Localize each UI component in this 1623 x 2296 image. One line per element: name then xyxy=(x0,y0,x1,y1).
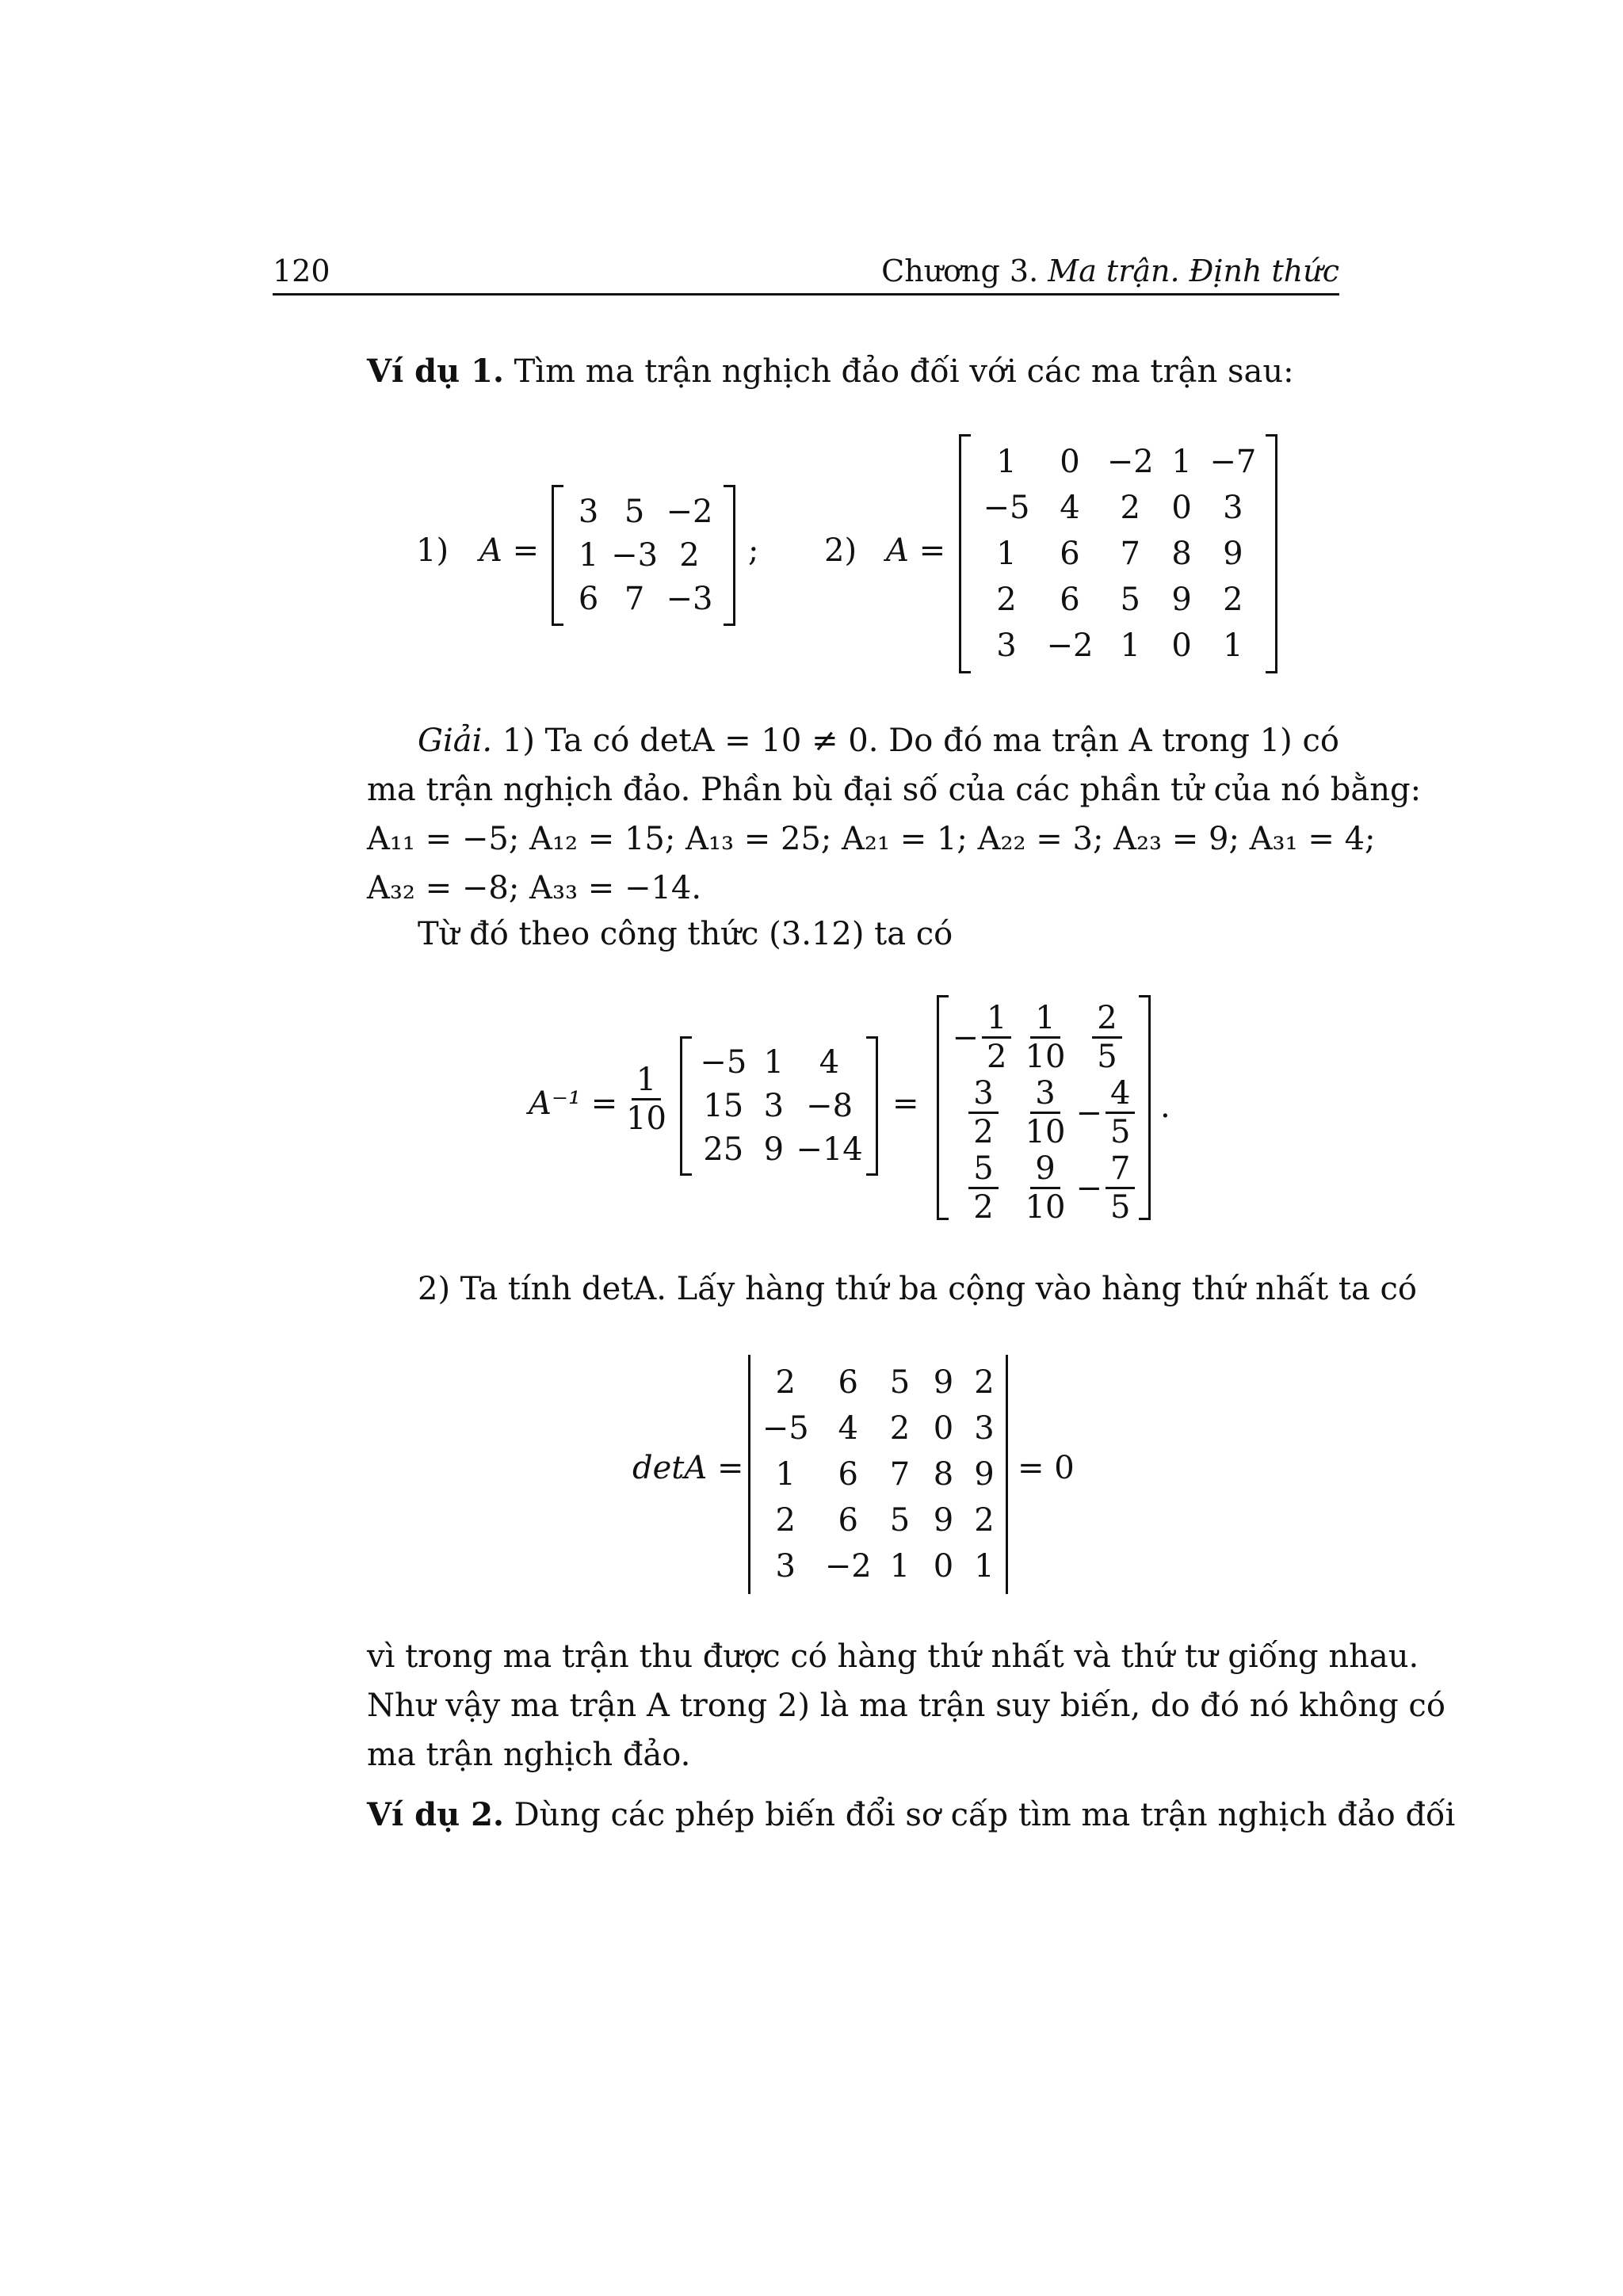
matrix-cell: 3 xyxy=(996,627,1017,664)
fraction xyxy=(1025,1150,1066,1226)
solution-line-1 xyxy=(418,718,1339,764)
inverse-lhs: A⁻¹ = xyxy=(529,1085,618,1122)
fraction-numerator: 9 xyxy=(1030,1150,1060,1189)
solution-line-5: Từ đó theo công thức (3.12) ta có xyxy=(418,916,953,952)
fraction-denominator: 10 xyxy=(1025,1189,1066,1226)
matrix-cell: −2 xyxy=(1106,444,1154,480)
matrix-cell: 3 xyxy=(974,1410,995,1447)
matrix-cell: 6 xyxy=(578,581,599,618)
running-header xyxy=(273,252,1339,296)
matrix-cell: 1 xyxy=(1223,627,1243,664)
matrix-cell: 9 xyxy=(1171,582,1192,618)
matrix-cell: 1 xyxy=(1171,444,1192,480)
matrix-cell: 6 xyxy=(838,1364,858,1401)
fraction xyxy=(1092,1000,1121,1075)
solution-line-4: A₃₂ = −8; A₃₃ = −14. xyxy=(367,870,702,906)
matrix-cell: 1 xyxy=(889,1548,911,1585)
matrix-cell: 1 xyxy=(1120,627,1140,664)
fraction-denominator: 2 xyxy=(987,1039,1007,1075)
matrix1 xyxy=(552,485,735,626)
example1-label: Ví dụ 1. xyxy=(367,353,504,390)
matrix-cell: −5 xyxy=(700,1044,747,1081)
inverse-equals: = xyxy=(892,1085,919,1122)
matrix-cell: 8 xyxy=(933,1456,954,1493)
solution-line-2: ma trận nghịch đảo. Phần bù đại số của các phần tử của nó bằng: xyxy=(367,772,1422,808)
fraction-denominator: 5 xyxy=(1110,1114,1131,1150)
fraction-cell xyxy=(1075,1075,1136,1150)
matrix-cell: 0 xyxy=(933,1548,954,1585)
fraction-cell xyxy=(951,1075,1013,1150)
fraction-denominator: 5 xyxy=(1110,1189,1131,1226)
matrix-cell: −5 xyxy=(762,1410,809,1447)
separator: ; xyxy=(748,532,759,569)
fraction xyxy=(968,1150,998,1226)
matrix-cell: 0 xyxy=(1171,627,1192,664)
inverse-result-matrix xyxy=(937,995,1151,1226)
page-number: 120 xyxy=(273,254,330,288)
matrix-cell: 0 xyxy=(1171,490,1192,526)
example1-text: Tìm ma trận nghịch đảo đối với các ma trận sau: xyxy=(514,353,1294,390)
matrix-cell: −14 xyxy=(796,1131,863,1168)
example2-label: Ví dụ 2. xyxy=(367,1796,504,1833)
matrix-cell: −8 xyxy=(806,1087,854,1124)
inverse-coefficient xyxy=(626,1062,666,1137)
matrix-cell: 6 xyxy=(838,1456,858,1493)
fraction-denominator: 2 xyxy=(973,1114,994,1150)
matrix-cell: 9 xyxy=(1223,536,1243,572)
fraction-numerator: 1 xyxy=(1030,1000,1060,1039)
matrix-cell: 2 xyxy=(1120,490,1140,526)
solution-line-1-text: 1) Ta có detA = 10 ≠ 0. Do đó ma trận A trong 1) có xyxy=(502,723,1339,759)
matrix-cell: 7 xyxy=(889,1456,911,1493)
chapter-prefix: Chương 3. xyxy=(881,254,1039,288)
matrix-cell: 3 xyxy=(1223,490,1243,526)
matrix-cell: 9 xyxy=(974,1456,995,1493)
chapter-heading xyxy=(881,254,1339,288)
matrix-cell: 6 xyxy=(1060,536,1080,572)
matrix-cell: 5 xyxy=(889,1364,911,1401)
matrix-cell: 2 xyxy=(889,1410,911,1447)
matrix-cell: 2 xyxy=(974,1364,995,1401)
matrix-cell: 6 xyxy=(1060,582,1080,618)
matrix-cell: −2 xyxy=(1046,627,1094,664)
matrix-cell: −7 xyxy=(1209,444,1257,480)
matrix-cell: 25 xyxy=(703,1131,744,1168)
fraction-cell xyxy=(951,1000,1013,1075)
fraction-cell xyxy=(1075,1000,1136,1075)
matrix-cell: 7 xyxy=(1120,536,1140,572)
fraction-sign: − xyxy=(1075,1094,1103,1131)
fraction-denominator: 10 xyxy=(1025,1039,1066,1075)
fraction-sign: − xyxy=(952,1019,980,1056)
matrix-cell: −3 xyxy=(666,581,713,618)
matrix-cell: 4 xyxy=(819,1044,840,1081)
matrix-cell: 1 xyxy=(578,536,599,574)
fraction-numerator: 2 xyxy=(1092,1000,1121,1039)
matrix2 xyxy=(959,434,1277,673)
matrix-cell: 5 xyxy=(1120,582,1140,618)
example2-text: Dùng các phép biến đổi sơ cấp tìm ma trận nghịch đảo đối xyxy=(514,1797,1456,1833)
fraction xyxy=(1025,1075,1066,1150)
part2-after-1: vì trong ma trận thu được có hàng thứ nhất và thứ tư giống nhau. xyxy=(367,1638,1419,1675)
matrix-cell: 3 xyxy=(775,1548,796,1585)
fraction-cell xyxy=(1013,1000,1075,1075)
fraction-cell xyxy=(1013,1150,1075,1226)
fraction-cell xyxy=(951,1150,1013,1226)
matrix-cell: 1 xyxy=(775,1456,796,1493)
fraction xyxy=(968,1075,998,1150)
coef-numerator: 1 xyxy=(632,1062,661,1100)
fraction-numerator: 4 xyxy=(1106,1075,1135,1114)
fraction-numerator: 1 xyxy=(982,1000,1011,1039)
fraction-numerator: 5 xyxy=(968,1150,998,1189)
inverse-end: . xyxy=(1160,1089,1170,1125)
adjugate-matrix xyxy=(680,1036,878,1176)
matrix-cell: 2 xyxy=(1223,582,1243,618)
matrix-cell: 0 xyxy=(933,1410,954,1447)
solution-line-3: A₁₁ = −5; A₁₂ = 15; A₁₃ = 25; A₂₁ = 1; A₂₂ = 3; A₂₃ = 9; A₃₁ = 4; xyxy=(367,821,1376,857)
example1-statement xyxy=(367,349,1339,395)
fraction-cell xyxy=(1075,1150,1136,1226)
matrix-cell: 2 xyxy=(974,1502,995,1539)
part2-after-3: ma trận nghịch đảo. xyxy=(367,1737,691,1773)
matrix-cell: 2 xyxy=(996,582,1017,618)
solution-label: Giải. xyxy=(418,723,493,759)
matrix-cell: 5 xyxy=(624,493,645,530)
matrix-cell: 4 xyxy=(838,1410,858,1447)
matrix-cell: 1 xyxy=(763,1044,785,1081)
fraction-denominator: 2 xyxy=(973,1189,994,1226)
fraction xyxy=(1106,1075,1135,1150)
fraction-denominator: 10 xyxy=(1025,1114,1066,1150)
matrix-cell: −2 xyxy=(666,493,713,530)
example2-statement xyxy=(367,1792,1456,1838)
chapter-title: Ma trận. Định thức xyxy=(1048,254,1339,288)
fraction-numerator: 3 xyxy=(1030,1075,1060,1114)
matrix-cell: 0 xyxy=(1060,444,1080,480)
part2-text: 2) Ta tính detA. Lấy hàng thứ ba cộng vào hàng thứ nhất ta có xyxy=(418,1271,1417,1307)
matrix-cell: 2 xyxy=(679,536,700,574)
matrix-cell: 8 xyxy=(1171,536,1192,572)
matrix-cell: 1 xyxy=(996,536,1017,572)
part2-label: 2) xyxy=(824,532,857,569)
det-rhs: = 0 xyxy=(1018,1450,1075,1486)
matrix-cell: 2 xyxy=(775,1364,796,1401)
matrix-cell: 2 xyxy=(775,1502,796,1539)
matrix1-lhs: A = xyxy=(479,532,540,569)
matrix-cell: 9 xyxy=(763,1131,785,1168)
fraction-numerator: 3 xyxy=(968,1075,998,1114)
matrix-cell: 3 xyxy=(763,1087,785,1124)
matrix-cell: 3 xyxy=(578,493,599,530)
fraction xyxy=(1025,1000,1066,1075)
matrix-cell: −3 xyxy=(611,536,659,574)
part1-label: 1) xyxy=(416,532,449,569)
matrix-cell: 1 xyxy=(974,1548,995,1585)
det-lhs: detA = xyxy=(632,1450,744,1486)
matrix2-lhs: A = xyxy=(886,532,946,569)
fraction-cell xyxy=(1013,1075,1075,1150)
fraction-numerator: 7 xyxy=(1106,1150,1135,1189)
matrix-cell: 5 xyxy=(889,1502,911,1539)
matrix-cell: 7 xyxy=(624,581,645,618)
matrix-cell: 4 xyxy=(1060,490,1080,526)
fraction xyxy=(982,1000,1011,1075)
fraction xyxy=(1106,1150,1135,1226)
matrix-cell: 6 xyxy=(838,1502,858,1539)
fraction-sign: − xyxy=(1075,1169,1103,1207)
matrix-cell: 9 xyxy=(933,1364,954,1401)
matrix-cell: 15 xyxy=(703,1087,744,1124)
coef-denominator: 10 xyxy=(626,1100,666,1137)
part2-after-2: Như vậy ma trận A trong 2) là ma trận suy biến, do đó nó không có xyxy=(367,1688,1445,1724)
determinant-matrix xyxy=(748,1355,1008,1594)
matrix-cell: 1 xyxy=(996,444,1017,480)
matrix-cell: 9 xyxy=(933,1502,954,1539)
matrix-cell: −5 xyxy=(983,490,1030,526)
matrix-cell: −2 xyxy=(824,1548,872,1585)
fraction-denominator: 5 xyxy=(1097,1039,1117,1075)
